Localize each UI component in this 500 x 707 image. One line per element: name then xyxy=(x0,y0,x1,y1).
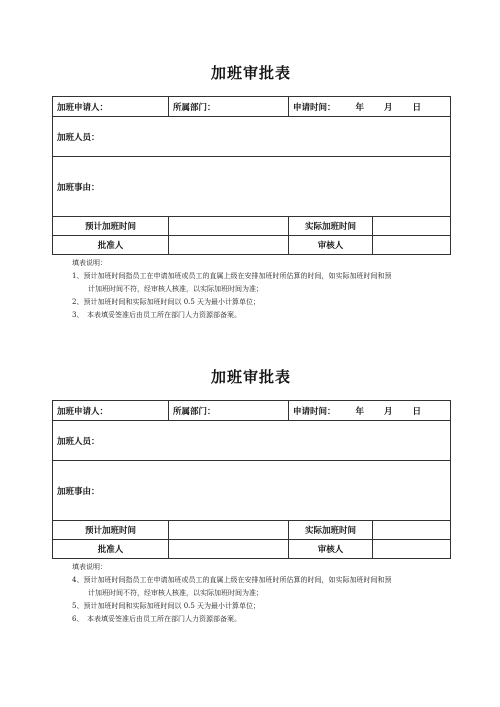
actual-time-label: 实际加班时间 xyxy=(289,521,373,540)
day-label: 日 xyxy=(412,102,422,113)
year-label: 年 xyxy=(355,102,365,113)
reviewer-label: 审核人 xyxy=(289,236,373,255)
applicant-label: 加班申请人： xyxy=(57,102,109,113)
planned-time-field[interactable] xyxy=(169,521,289,540)
reason-label: 加班事由： xyxy=(57,486,100,497)
note-item: 1、预计加班时间指员工在申请加班或员工的直属上级在安排加班时所估算的时间，如实际加班时间和预 xyxy=(72,272,392,280)
note-item: 4、预计加班时间指员工在申请加班或员工的直属上级在安排加班时所估算的时间，如实际加班时间和预 xyxy=(72,576,392,584)
planned-time-label: 预计加班时间 xyxy=(53,521,169,540)
reason-field[interactable] xyxy=(53,461,451,521)
month-label: 月 xyxy=(384,102,393,113)
actual-time-field[interactable] xyxy=(373,217,451,236)
apply-date-field[interactable] xyxy=(289,97,451,117)
reviewer-label: 审核人 xyxy=(289,540,373,559)
day-label: 日 xyxy=(412,406,422,417)
people-field[interactable] xyxy=(53,117,451,157)
applicant-field[interactable] xyxy=(53,97,169,117)
overtime-form-2 xyxy=(52,366,450,626)
form-table xyxy=(52,96,451,255)
planned-time-field[interactable] xyxy=(169,217,289,236)
overtime-form-1 xyxy=(52,62,450,322)
note-item: 2、预计加班时间和实际加班时间以 0.5 天为最小计算单位； xyxy=(72,298,261,306)
reviewer-field[interactable] xyxy=(373,236,451,255)
department-field[interactable] xyxy=(169,97,289,117)
note-item-continuation: 计加班时间不符，经审核人核准，以实际加班时间为准； xyxy=(88,589,263,597)
form-title: 加班审批表 xyxy=(210,64,291,82)
form-notes xyxy=(52,561,450,626)
people-label: 加班人员： xyxy=(57,132,100,143)
applicant-field[interactable] xyxy=(53,401,169,421)
people-field[interactable] xyxy=(53,421,451,461)
actual-time-label: 实际加班时间 xyxy=(289,217,373,236)
notes-header: 填表说明： xyxy=(72,563,107,571)
note-item: 5、预计加班时间和实际加班时间以 0.5 天为最小计算单位； xyxy=(72,602,261,610)
department-label: 所属部门： xyxy=(173,102,216,113)
form-title: 加班审批表 xyxy=(210,368,291,386)
month-label: 月 xyxy=(384,406,393,417)
apply-date-label: 申请时间： xyxy=(293,102,336,113)
planned-time-label: 预计加班时间 xyxy=(53,217,169,236)
apply-date-label: 申请时间： xyxy=(293,406,336,417)
apply-date-field[interactable] xyxy=(289,401,451,421)
year-label: 年 xyxy=(355,406,365,417)
form-notes xyxy=(52,257,450,322)
reviewer-field[interactable] xyxy=(373,540,451,559)
department-field[interactable] xyxy=(169,401,289,421)
approver-field[interactable] xyxy=(169,236,289,255)
note-item-continuation: 计加班时间不符，经审核人核准，以实际加班时间为准； xyxy=(88,285,263,293)
form-table xyxy=(52,400,451,559)
department-label: 所属部门： xyxy=(173,406,216,417)
note-item: 6、 本表填妥签准后由员工所在部门人力资源部备案。 xyxy=(72,615,241,623)
applicant-label: 加班申请人： xyxy=(57,406,109,417)
reason-field[interactable] xyxy=(53,157,451,217)
notes-header: 填表说明： xyxy=(72,259,107,267)
people-label: 加班人员： xyxy=(57,436,100,447)
approver-field[interactable] xyxy=(169,540,289,559)
approver-label: 批准人 xyxy=(53,236,169,255)
note-item: 3、 本表填妥签准后由员工所在部门人力资源部备案。 xyxy=(72,311,241,319)
approver-label: 批准人 xyxy=(53,540,169,559)
reason-label: 加班事由： xyxy=(57,182,100,193)
actual-time-field[interactable] xyxy=(373,521,451,540)
